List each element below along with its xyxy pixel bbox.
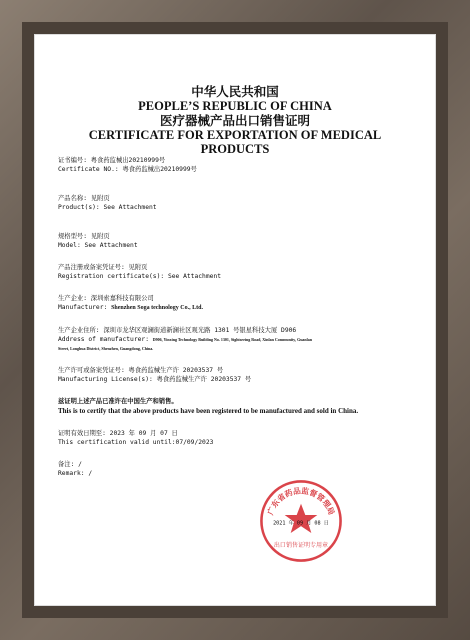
manufacturer-cn: 生产企业: 深圳索嘉科技有限公司: [58, 295, 154, 302]
registration-block: [58, 263, 388, 281]
address-en-value2: Street, Longhua District, Shenzhen, Guangdong, China.: [58, 346, 154, 351]
seal-bottom-text: 出口销售证明专用章: [273, 541, 329, 549]
cert-no-cn: 证书编号: 粤食药监械出20210999号: [58, 157, 166, 164]
validity-block: [58, 429, 388, 447]
license-en: Manufacturing License(s): 粤食药监械生产许 20203537 号: [58, 376, 252, 383]
manufacturer-en-label: Manufacturer:: [58, 304, 108, 311]
country-en: PEOPLE’S REPUBLIC OF CHINA: [138, 99, 332, 113]
remark-cn: 备注: /: [58, 461, 82, 468]
address-en-value1: D906, Yinxing Technology Building No. 1301, Sightseeing Road, Xinlan Community, Guanlan: [152, 337, 312, 342]
product-en: Product(s): See Attachment: [58, 204, 157, 211]
model-block: [58, 232, 388, 250]
seal-star-icon: [285, 504, 318, 533]
cert-no-block: [58, 156, 388, 174]
registration-en: Registration certificate(s): See Attachment: [58, 273, 222, 280]
model-cn: 规格型号: 见附页: [58, 233, 110, 240]
address-en: [58, 335, 388, 344]
title-en-line2: PRODUCTS: [200, 142, 270, 156]
country-cn: 中华人民共和国: [191, 84, 279, 99]
address-block: [58, 326, 388, 353]
address-en-label: Address of manufacturer:: [58, 336, 149, 343]
validity-cn: 证明有效日期至: 2023 年 09 月 07 日: [58, 430, 178, 437]
validity-en: This certification valid until:07/09/2023: [58, 439, 214, 446]
certificate-header: [34, 84, 436, 156]
seal-ring-text: 广东省药品监督管理局: [265, 486, 337, 517]
statement-cn: 兹证明上述产品已准许在中国生产和销售。: [58, 398, 178, 405]
manufacturer-block: [58, 294, 388, 313]
statement-block: [58, 397, 388, 416]
address-cn: 生产企业住所: 深圳市龙华区观澜街道新澜社区观光路 1301 号银星科技大厦 D906: [58, 327, 297, 334]
certificate-body: [58, 156, 388, 498]
manufacturer-en: [58, 303, 388, 313]
license-cn: 生产许可或备案凭证号: 粤食药监械生产许 20203537 号: [58, 367, 224, 374]
registration-cn: 产品注册或备案凭证号: 见附页: [58, 264, 148, 271]
product-block: [58, 194, 388, 212]
model-en: Model: See Attachment: [58, 242, 138, 249]
title-en-line1: CERTIFICATE FOR EXPORTATION OF MEDICAL: [88, 128, 382, 142]
statement-en: This is to certify that the above products have been registered to be manufactured and sold in China.: [58, 407, 359, 415]
manufacturer-en-value: Shenzhen Soga technology Co., Ltd.: [111, 305, 203, 311]
product-cn: 产品名称: 见附页: [58, 195, 110, 202]
official-seal: [258, 478, 344, 564]
cert-no-en: Certificate NO.: 粤食药监械出20210999号: [58, 166, 197, 173]
title-cn: 医疗器械产品出口销售证明: [159, 113, 310, 128]
seal-date-text: 2021 年 09 月 08 日: [273, 520, 329, 527]
license-block: [58, 366, 388, 384]
remark-block: [58, 460, 388, 478]
remark-en: Remark: /: [58, 470, 93, 477]
